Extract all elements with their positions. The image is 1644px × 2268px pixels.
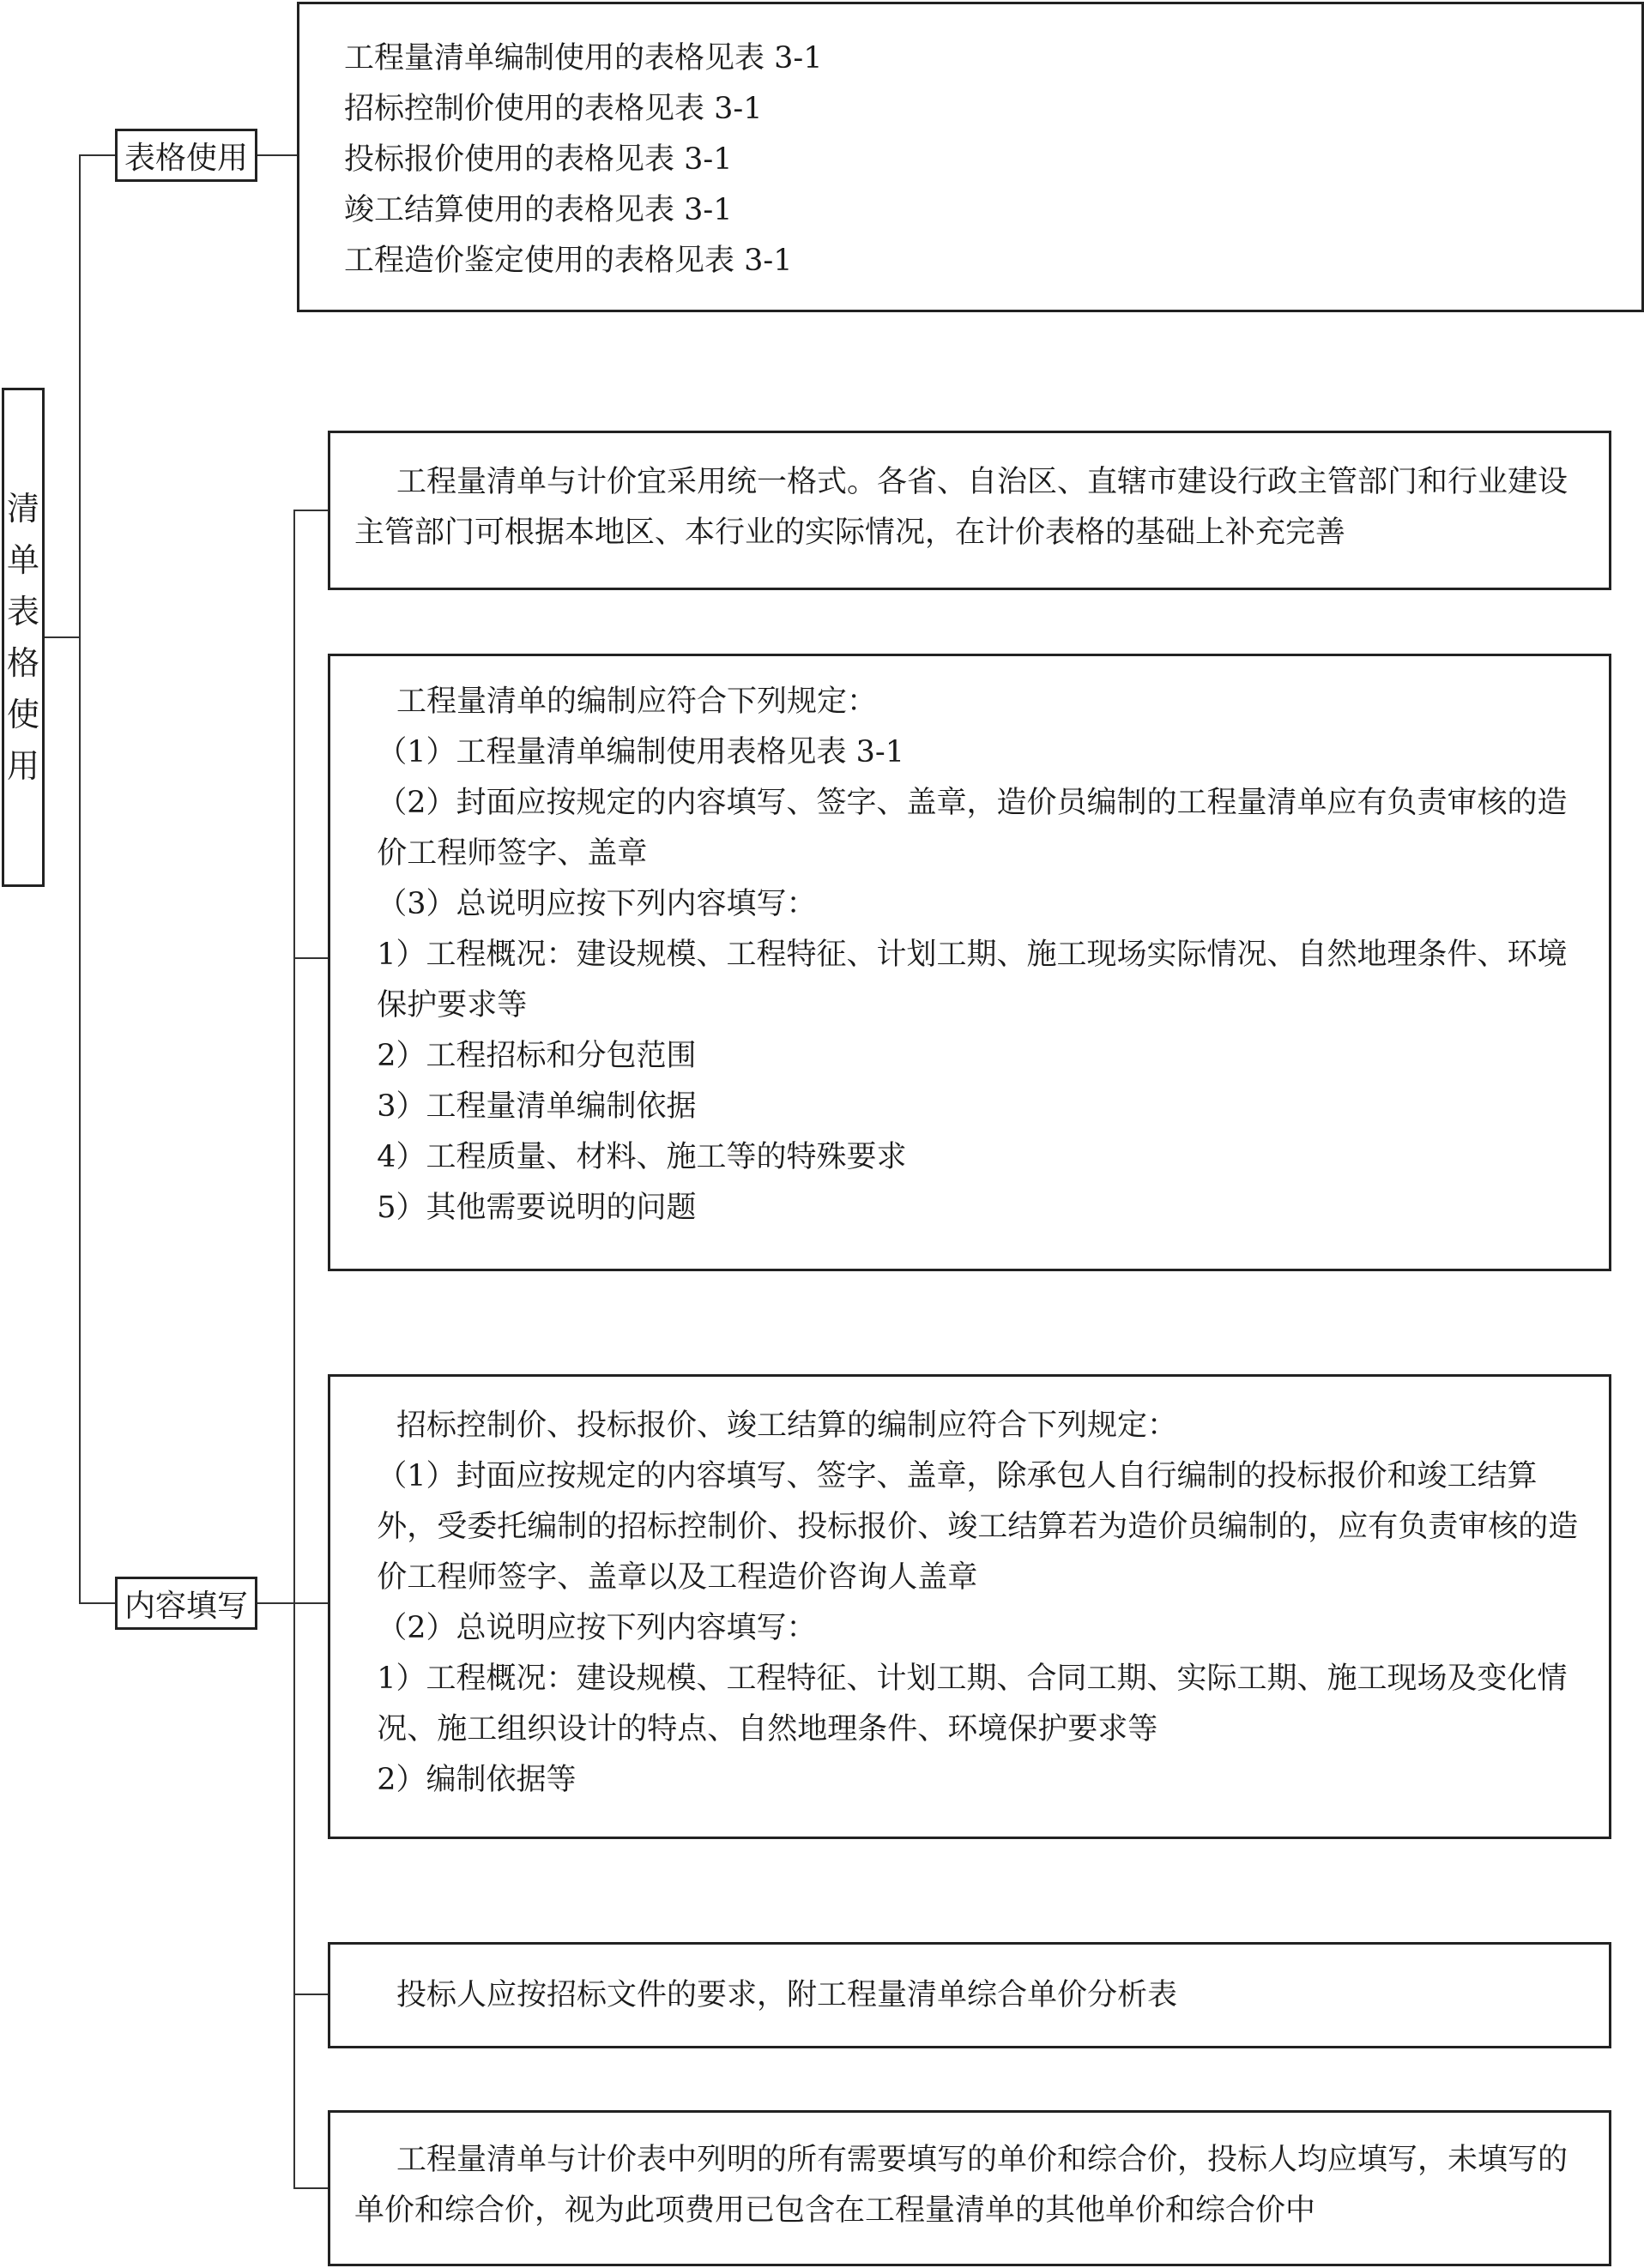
table-usage-line: 竣工结算使用的表格见表 3-1 <box>344 193 733 227</box>
branch-label-table-usage <box>115 129 257 182</box>
connector-to-content-box-3 <box>293 1602 329 1604</box>
root-node <box>2 388 45 887</box>
table-usage-line: 投标报价使用的表格见表 3-1 <box>344 142 733 177</box>
branch-label-text: 表格使用 <box>124 140 248 176</box>
content-box-price-rules <box>328 1374 1611 1839</box>
content-box-analysis-table <box>328 1942 1611 2048</box>
connector-content-filling-bracket <box>257 1602 295 1604</box>
content-text: 4）工程质量、材料、施工等的特殊要求 <box>377 1140 907 1174</box>
content-text: （2）封面应按规定的内容填写、签字、盖章，造价员编制的工程量清单应有负责审核的造价工程师签字、盖章 <box>377 786 1568 871</box>
content-box-bill-rules <box>328 654 1611 1271</box>
connector-to-content-box-2 <box>293 957 329 959</box>
connector-content-bracket <box>293 510 295 2187</box>
content-text: 2）编制依据等 <box>377 1763 577 1797</box>
content-text: 招标控制价、投标报价、竣工结算的编制应符合下列规定： <box>396 1408 1178 1443</box>
table-usage-line: 招标控制价使用的表格见表 3-1 <box>344 92 763 126</box>
content-text: （1）工程量清单编制使用表格见表 3-1 <box>377 735 905 769</box>
content-text: 2）工程招标和分包范围 <box>377 1039 697 1073</box>
content-text: 1）工程概况：建设规模、工程特征、计划工期、施工现场实际情况、自然地理条件、环境保护要求等 <box>377 938 1568 1022</box>
connector-table-usage-box <box>257 154 297 156</box>
table-usage-line: 工程量清单编制使用的表格见表 3-1 <box>344 41 823 75</box>
content-text: （1）封面应按规定的内容填写、签字、盖章，除承包人自行编制的投标报价和竣工结算外，受委托编制的招标控制价、投标报价、竣工结算若为造价员编制的，应有负责审核的造价工程师签字、盖章以及工程造价咨询人盖章 <box>377 1459 1579 1595</box>
content-text: 工程量清单与计价表中列明的所有需要填写的单价和综合价，投标人均应填写，未填写的单价和综合价，视为此项费用已包含在工程量清单的其他单价和综合价中 <box>354 2143 1568 2228</box>
root-char: 格 <box>6 644 39 682</box>
content-box-unit-price <box>328 2110 1611 2266</box>
table-usage-box <box>297 2 1644 312</box>
connector-to-table-usage <box>79 154 115 156</box>
branch-label-text: 内容填写 <box>124 1588 248 1624</box>
content-text: 工程量清单的编制应符合下列规定： <box>396 685 878 719</box>
content-box-format <box>328 431 1611 590</box>
root-char: 清 <box>6 490 39 528</box>
root-char: 表 <box>6 593 39 630</box>
connector-root <box>45 636 81 638</box>
root-char: 用 <box>6 747 39 785</box>
root-char: 单 <box>6 541 39 579</box>
connector-to-content-box-1 <box>293 510 329 511</box>
branch-label-content-filling <box>115 1577 257 1630</box>
root-char: 使 <box>6 696 39 733</box>
content-text: 工程量清单与计价宜采用统一格式。各省、自治区、直辖市建设行政主管部门和行业建设主管部门可根据本地区、本行业的实际情况，在计价表格的基础上补充完善 <box>354 465 1568 550</box>
content-text: （3）总说明应按下列内容填写： <box>377 887 817 921</box>
connector-to-content-box-4 <box>293 1994 329 1995</box>
table-usage-line: 工程造价鉴定使用的表格见表 3-1 <box>344 244 793 278</box>
connector-main-bracket <box>79 154 81 1604</box>
content-text: 投标人应按招标文件的要求，附工程量清单综合单价分析表 <box>396 1977 1178 2012</box>
content-text: 3）工程量清单编制依据 <box>377 1089 697 1124</box>
content-text: 5）其他需要说明的问题 <box>377 1191 697 1225</box>
content-text: （2）总说明应按下列内容填写： <box>377 1611 817 1645</box>
content-text: 1）工程概况：建设规模、工程特征、计划工期、合同工期、实际工期、施工现场及变化情况、施工组织设计的特点、自然地理条件、环境保护要求等 <box>377 1662 1568 1746</box>
connector-to-content-box-5 <box>293 2187 329 2189</box>
connector-to-content-filling <box>79 1602 115 1604</box>
